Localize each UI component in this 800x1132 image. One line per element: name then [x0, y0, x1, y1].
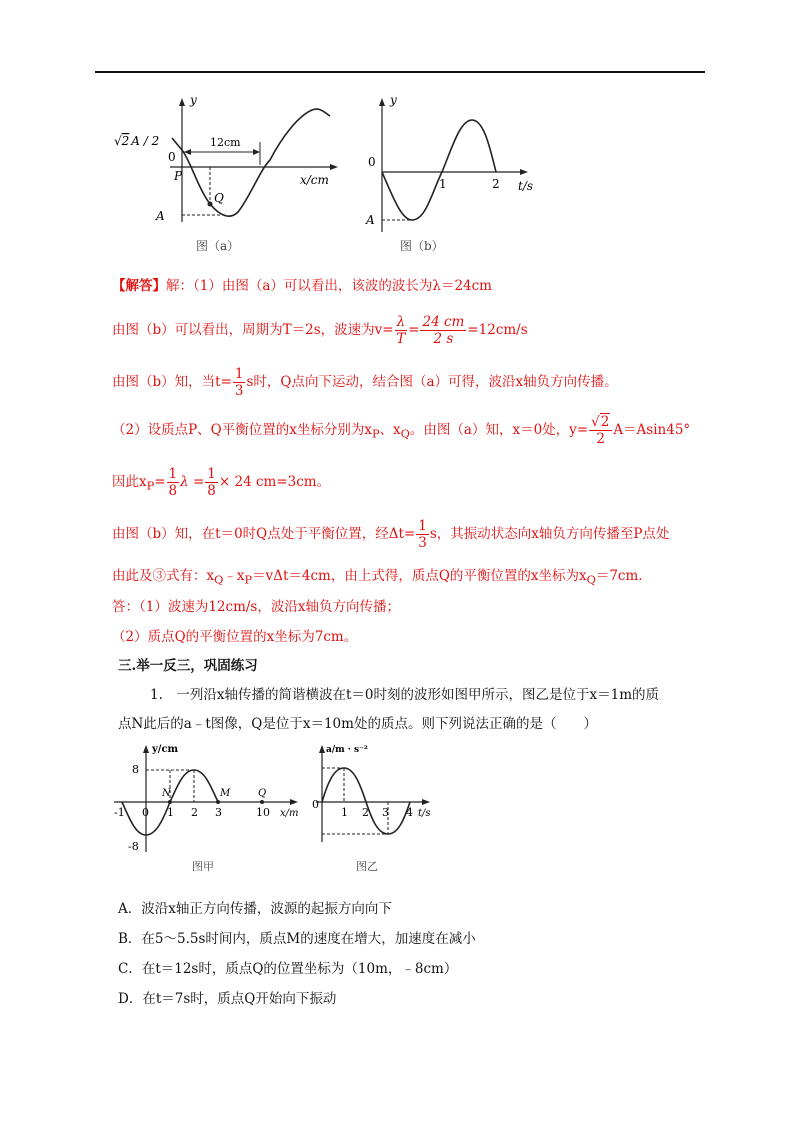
fig-jia-x-label: x/m [280, 808, 299, 819]
fig-yi-tick-4: 4 [406, 806, 413, 819]
fig-yi-wave [322, 768, 410, 834]
solution-line-5-post: × 24 cm=3cm。 [218, 474, 331, 490]
sqrt-radicand: 2 [600, 414, 610, 430]
frac-den: T [396, 331, 406, 347]
fig-b-t-label: t/s [518, 179, 534, 193]
frac-num: 1 [207, 466, 216, 482]
subscript-p: P [371, 427, 380, 441]
frac-den: 8 [207, 483, 216, 499]
fig-a-p-label: P [174, 169, 183, 183]
fig-jia-tick-10: 10 [256, 806, 270, 819]
solution-line-6-pre: 由图（b）知，在t＝0时Q点处于平衡位置，经Δt= [112, 526, 416, 542]
fig-b-wave [382, 120, 496, 220]
equals-sign: = [154, 474, 166, 490]
solution-line-7-mid2: ＝vΔt＝4cm，由上式得，质点Q的平衡位置的x坐标为x [252, 568, 587, 584]
solution-line-7 [112, 566, 643, 591]
fig-a-wave [172, 109, 330, 216]
solution-line-6-post: s，其振动状态向x轴负方向传播至P点处 [429, 526, 670, 542]
solution-line-7-mid: ﹣x [223, 568, 245, 584]
fraction-one-eighth [167, 466, 180, 499]
solution-line-2-pre: 由图（b）可以看出，周期为T＝2s，波速为v= [112, 322, 394, 338]
fig-jia-n-label: N [162, 788, 171, 799]
subscript-q: Q [586, 573, 596, 587]
fraction-sqrt2-over-2 [589, 414, 612, 447]
solution-line-4-post: A＝Asin45° [613, 422, 691, 438]
fig-yi-tick-3: 3 [382, 806, 389, 819]
fig-jia-n-point [168, 800, 172, 804]
fig-b-y-label: y [390, 93, 397, 107]
fig-a-a-label: A [156, 209, 165, 223]
figure-a [110, 92, 350, 257]
frac-den: 3 [234, 383, 244, 399]
fig-a-dist-label: 12cm [210, 136, 241, 149]
header-rule [95, 71, 705, 73]
solution-line-3-post: s时，Q点向下运动，结合图（a）可得，波沿x轴负方向传播。 [246, 374, 618, 390]
fig-a-q-point [208, 202, 213, 207]
fraction-24cm-2s [420, 314, 466, 347]
fig-a-amp-label: √2 A / 2 [114, 134, 160, 148]
fig-jia-m-label: M [220, 788, 231, 799]
question-line-2: 点N此后的a﹣t图像，Q是位于x＝10m处的质点。则下列说法正确的是（ ） [118, 716, 597, 732]
solution-line-6 [112, 518, 669, 551]
solution-line-3-pre: 由图（b）知，当t= [112, 374, 232, 390]
fraction-one-third-2 [416, 518, 429, 551]
fig-jia-tick-3: 3 [215, 806, 222, 819]
solution-line-5-pre: 因此x [112, 474, 147, 490]
solution-tag: 【解答】 [112, 278, 166, 294]
question-line-1: 1. 一列沿x轴传播的简谐横波在t＝0时刻的波形如图甲所示，图乙是位于x＝1m的质 [150, 687, 660, 703]
fraction-one-third [233, 366, 246, 399]
frac-num: λ [396, 314, 406, 330]
fig-b-caption: 图（b） [400, 239, 444, 253]
section-heading: 三.举一反三，巩固练习 [118, 658, 258, 674]
fig-yi-tick-1: 1 [341, 806, 348, 819]
answer-line-2: （2）质点Q的平衡位置的x坐标为7cm。 [112, 629, 358, 645]
fig-yi-y-label: a/m · s⁻² [326, 745, 368, 755]
lambda-term: λ = [180, 474, 205, 490]
fig-a-x-label: x/cm [300, 173, 329, 187]
fig-yi-tick-2: 2 [362, 806, 369, 819]
fig-b-zero: 0 [368, 155, 376, 169]
fig-a-caption: 图（a） [196, 239, 240, 253]
solution-line-1 [112, 276, 492, 296]
frac-den: 3 [418, 535, 427, 551]
fig-a-q-label: Q [214, 191, 224, 205]
fig-jia-tick-0: 0 [142, 806, 149, 819]
solution-line-2-post: =12cm/s [467, 322, 528, 338]
solution-line-7-post: ＝7cm. [595, 568, 643, 584]
fig-jia-q-label: Q [258, 788, 267, 799]
solution-line-4-pre: （2）设质点P、Q平衡位置的x坐标分别为x [112, 422, 372, 438]
subscript-p: P [146, 479, 155, 493]
fig-yi-caption: 图乙 [356, 860, 378, 873]
option-b: B．在5～5.5s时间内，质点M的速度在增大，加速度在减小 [118, 931, 476, 947]
option-a: A．波沿x轴正方向传播，波源的起振方向向下 [118, 901, 392, 917]
figure-b [360, 92, 560, 257]
frac-den: 2 s [433, 331, 454, 347]
equals-sign: = [408, 322, 420, 338]
fig-yi-t-label: t/s [418, 808, 431, 819]
fig-jia-tick-neg1: -1 [114, 806, 125, 819]
figure-yi [312, 742, 442, 877]
fig-jia-q-point [260, 800, 264, 804]
fig-jia-y-top: 8 [132, 763, 139, 776]
answer-line-1: 答：（1）波速为12cm/s，波沿x轴负方向传播； [112, 599, 400, 615]
solution-line-4-mid2: 。由图（a）知，x＝0处，y= [409, 422, 589, 438]
fig-jia-y-bottom: -8 [128, 840, 139, 853]
solution-line-5 [112, 466, 330, 499]
fig-a-y-label: y [190, 93, 197, 107]
fraction-lambda-t [395, 314, 408, 347]
frac-num: 1 [234, 366, 244, 382]
subscript-p: P [244, 573, 253, 587]
figure-jia [108, 742, 308, 877]
fig-jia-tick-2: 2 [191, 806, 198, 819]
fig-b-tick-1: 1 [439, 177, 447, 191]
subscript-q: Q [400, 427, 410, 441]
frac-num: 1 [418, 518, 427, 534]
fig-jia-m-point [216, 800, 220, 804]
fraction-one-eighth-2 [205, 466, 218, 499]
solution-line-4-mid1: 、x [379, 422, 401, 438]
frac-den: 8 [168, 483, 178, 499]
fig-jia-caption: 图甲 [192, 860, 214, 873]
frac-num: 24 cm [422, 314, 465, 330]
option-c: C．在t＝12s时，质点Q的位置坐标为（10m，﹣8cm） [118, 961, 458, 977]
solution-line-2 [112, 314, 528, 347]
solution-line-1-text: 解：（1）由图（a）可以看出，该波的波长为λ＝24cm [166, 278, 492, 294]
fig-a-zero: 0 [168, 150, 176, 164]
fig-jia-y-label: y/cm [152, 744, 179, 755]
fig-jia-tick-1: 1 [167, 806, 174, 819]
subscript-q: Q [214, 573, 224, 587]
option-d: D．在t＝7s时，质点Q开始向下振动 [118, 991, 337, 1007]
frac-num: 1 [168, 466, 178, 482]
fig-yi-zero: 0 [312, 798, 319, 811]
fig-b-tick-2: 2 [492, 177, 500, 191]
frac-num-sqrt: √2 [589, 414, 612, 431]
solution-line-3 [112, 366, 618, 399]
fig-b-a-label: A [366, 213, 375, 227]
solution-line-7-pre: 由此及③式有：x [112, 568, 215, 584]
solution-line-4 [112, 414, 690, 447]
frac-den: 2 [596, 431, 605, 447]
